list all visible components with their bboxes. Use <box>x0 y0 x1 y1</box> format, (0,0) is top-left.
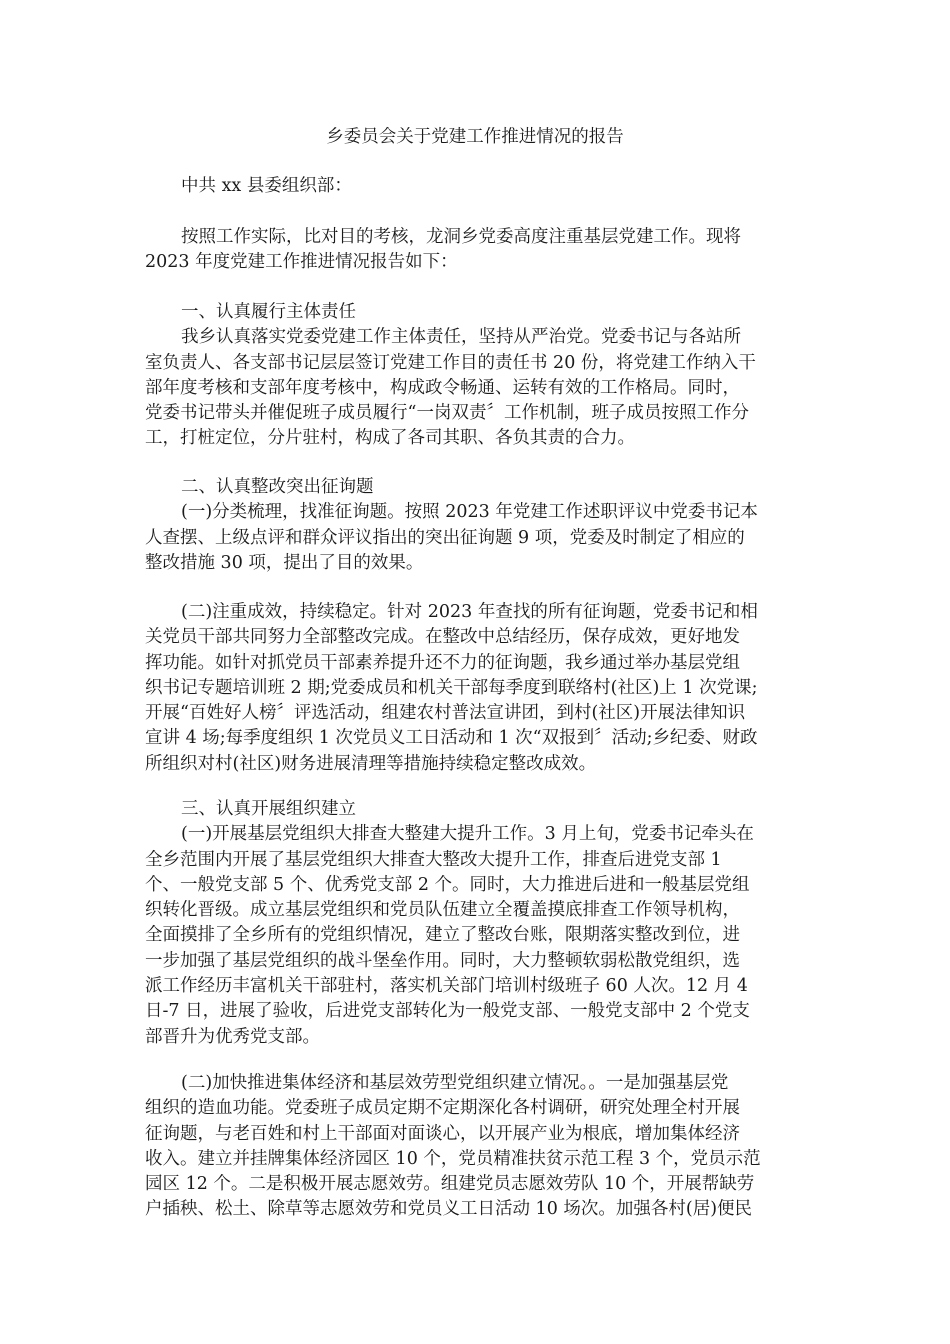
paragraph-line: 关党员干部共同努力全部整改完成。在整改中总结经历，保存成效，更好地发 <box>145 627 740 648</box>
paragraph-line: 所组织对村(社区)财务进展清理等措施持续稳定整改成效。 <box>145 753 597 774</box>
paragraph-line: 征询题，与老百姓和村上干部面对面谈心，以开展产业为根底，增加集体经济 <box>145 1123 740 1144</box>
section-2 <box>145 475 805 576</box>
paragraph-line: 部晋升为优秀党支部。 <box>145 1026 320 1047</box>
paragraph-line: (二)加快推进集体经济和基层效劳型党组织建立情况。。一是加强基层党 <box>181 1073 729 1093</box>
paragraph-line: 宣讲 4 场;每季度组织 1 次党员义工日活动和 1 次“双报到〞活动;乡纪委、财政 <box>145 728 758 749</box>
paragraph-line: 收入。建立并挂牌集体经济园区 10 个，党员精准扶贫示范工程 3 个，党员示范 <box>145 1148 761 1169</box>
paragraph-line: 组织的造血功能。党委班子成员定期不定期深化各村调研，研究处理全村开展 <box>145 1098 740 1119</box>
paragraph-line: 园区 12 个。二是积极开展志愿效劳。组建党员志愿效劳队 10 个，开展帮缺劳 <box>145 1174 755 1195</box>
paragraph-line: 我乡认真落实党委党建工作主体责任，坚持从严治党。党委书记与各站所 <box>181 327 741 348</box>
paragraph-line: 全面摸排了全乡所有的党组织情况，建立了整改台账，限期落实整改到位，进 <box>145 925 740 946</box>
section-heading: 三、认真开展组织建立 <box>181 799 356 819</box>
document-title: 乡委员会关于党建工作推进情况的报告 <box>326 127 624 147</box>
paragraph-line: 派工作经历丰富机关干部驻村，落实机关部门培训村级班子 60 人次。12 月 4 <box>145 976 748 997</box>
paragraph-line: 工，打桩定位，分片驻村，构成了各司其职、各负其责的合力。 <box>145 428 635 449</box>
section-heading: 二、认真整改突出征询题 <box>181 477 374 497</box>
paragraph-line: 全乡范围内开展了基层党组织大排查大整改大提升工作，排查后进党支部 1 <box>145 849 722 870</box>
section-3 <box>145 797 805 1050</box>
paragraph-line: 2023 年度党建工作推进情况报告如下： <box>145 252 458 273</box>
section-heading: 一、认真履行主体责任 <box>181 302 356 322</box>
intro-paragraph <box>145 225 805 276</box>
paragraph-line: 人查摆、上级点评和群众评议指出的突出征询题 9 项，党委及时制定了相应的 <box>145 527 745 548</box>
paragraph-line: 户插秧、松土、除草等志愿效劳和党员义工日活动 10 场次。加强各村(居)便民 <box>145 1199 753 1220</box>
paragraph-line: 整改措施 30 项，提出了目的效果。 <box>145 552 424 573</box>
paragraph-line: 挥功能。如针对抓党员干部素养提升还不力的征询题，我乡通过举办基层党组 <box>145 652 740 673</box>
paragraph-line: 按照工作实际，比对目的考核，龙洞乡党委高度注重基层党建工作。现将 <box>181 227 741 247</box>
paragraph-line: 织转化晋级。成立基层党组织和党员队伍建立全覆盖摸底排查工作领导机构， <box>145 900 740 921</box>
paragraph-line: 织书记专题培训班 2 期;党委成员和机关干部每季度到联络村(社区)上 1 次党课; <box>145 677 758 698</box>
paragraph-line: 党委书记带头并催促班子成员履行“一岗双责〞工作机制，班子成员按照工作分 <box>145 403 749 424</box>
section-1 <box>145 300 805 452</box>
section-3-paragraph-2 <box>145 1071 805 1223</box>
section-2-paragraph-2 <box>145 600 805 777</box>
salutation <box>145 174 805 199</box>
paragraph-line: (一)开展基层党组织大排查大整建大提升工作。3 月上旬，党委书记牵头在 <box>181 824 754 845</box>
paragraph-line: (一)分类梳理，找准征询题。按照 2023 年党建工作述职评议中党委书记本 <box>181 502 758 523</box>
paragraph-line: 部年度考核和支部年度考核中，构成政令畅通、运转有效的工作格局。同时， <box>145 377 740 398</box>
paragraph-line: 开展“百姓好人榜〞评选活动，组建农村普法宣讲团，到村(社区)开展法律知识 <box>145 703 746 724</box>
paragraph-line: 日-7 日，进展了验收，后进党支部转化为一般党支部、一般党支部中 2 个党支 <box>145 1001 750 1022</box>
salutation-line: 中共 xx 县委组织部： <box>181 176 352 196</box>
paragraph-line: (二)注重成效，持续稳定。针对 2023 年查找的所有征询题，党委书记和相 <box>181 602 758 622</box>
paragraph-line: 一步加强了基层党组织的战斗堡垒作用。同时，大力整顿软弱松散党组织，选 <box>145 950 740 971</box>
paragraph-line: 个、一般党支部 5 个、优秀党支部 2 个。同时，大力推进后进和一般基层党组 <box>145 874 750 895</box>
paragraph-line: 室负责人、各支部书记层层签订党建工作目的责任书 20 份，将党建工作纳入干 <box>145 352 756 373</box>
